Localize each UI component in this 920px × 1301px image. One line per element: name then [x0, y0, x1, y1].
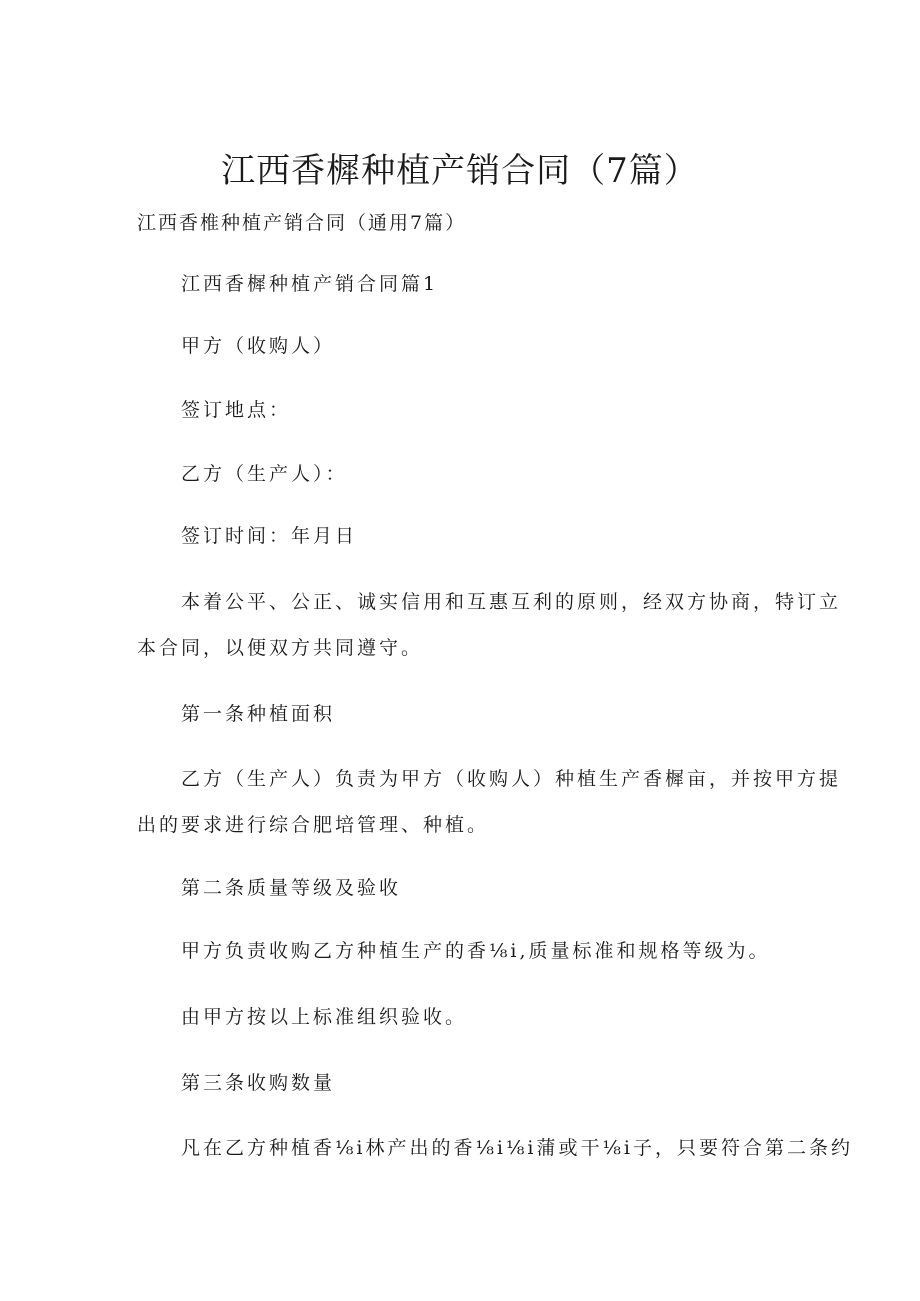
article-2-paragraph-1: 甲方负责收购乙方种植生产的香⅛i,质量标准和规格等级为。 [181, 940, 771, 962]
signing-time-label: 签订时间：年月日 [181, 525, 358, 547]
article-3-heading: 第三条收购数量 [181, 1072, 336, 1094]
article-3-paragraph-1: 凡在乙方种植香⅛i林产出的香⅛i⅛i蒲或干⅛i子，只要符合第二条约 [181, 1137, 853, 1159]
article-1-paragraph-line2: 出的要求进行综合肥培管理、种植。 [137, 814, 490, 836]
document-subtitle: 江西香椎种植产销合同（通用7篇） [137, 212, 467, 234]
party-a-label: 甲方（收购人） [181, 335, 336, 357]
signing-place-label: 签订地点： [181, 399, 292, 421]
principle-paragraph-line2: 本合同，以便双方共同遵守。 [137, 637, 424, 659]
document-title: 江西香樨种植产销合同（7篇） [221, 151, 699, 191]
article-2-paragraph-2: 由甲方按以上标准组织验收。 [181, 1006, 468, 1028]
party-b-label: 乙方（生产人）： [181, 463, 348, 485]
article-1-paragraph-line1: 乙方（生产人）负责为甲方（收购人）种植生产香樨亩，并按甲方提 [181, 768, 842, 790]
article-1-heading: 第一条种植面积 [181, 703, 336, 725]
article-2-heading: 第二条质量等级及验收 [181, 877, 402, 899]
principle-paragraph-line1: 本着公平、公正、诚实信用和互惠互利的原则，经双方协商，特订立 [181, 591, 842, 613]
section-heading: 江西香樨种植产销合同篇1 [181, 273, 439, 295]
